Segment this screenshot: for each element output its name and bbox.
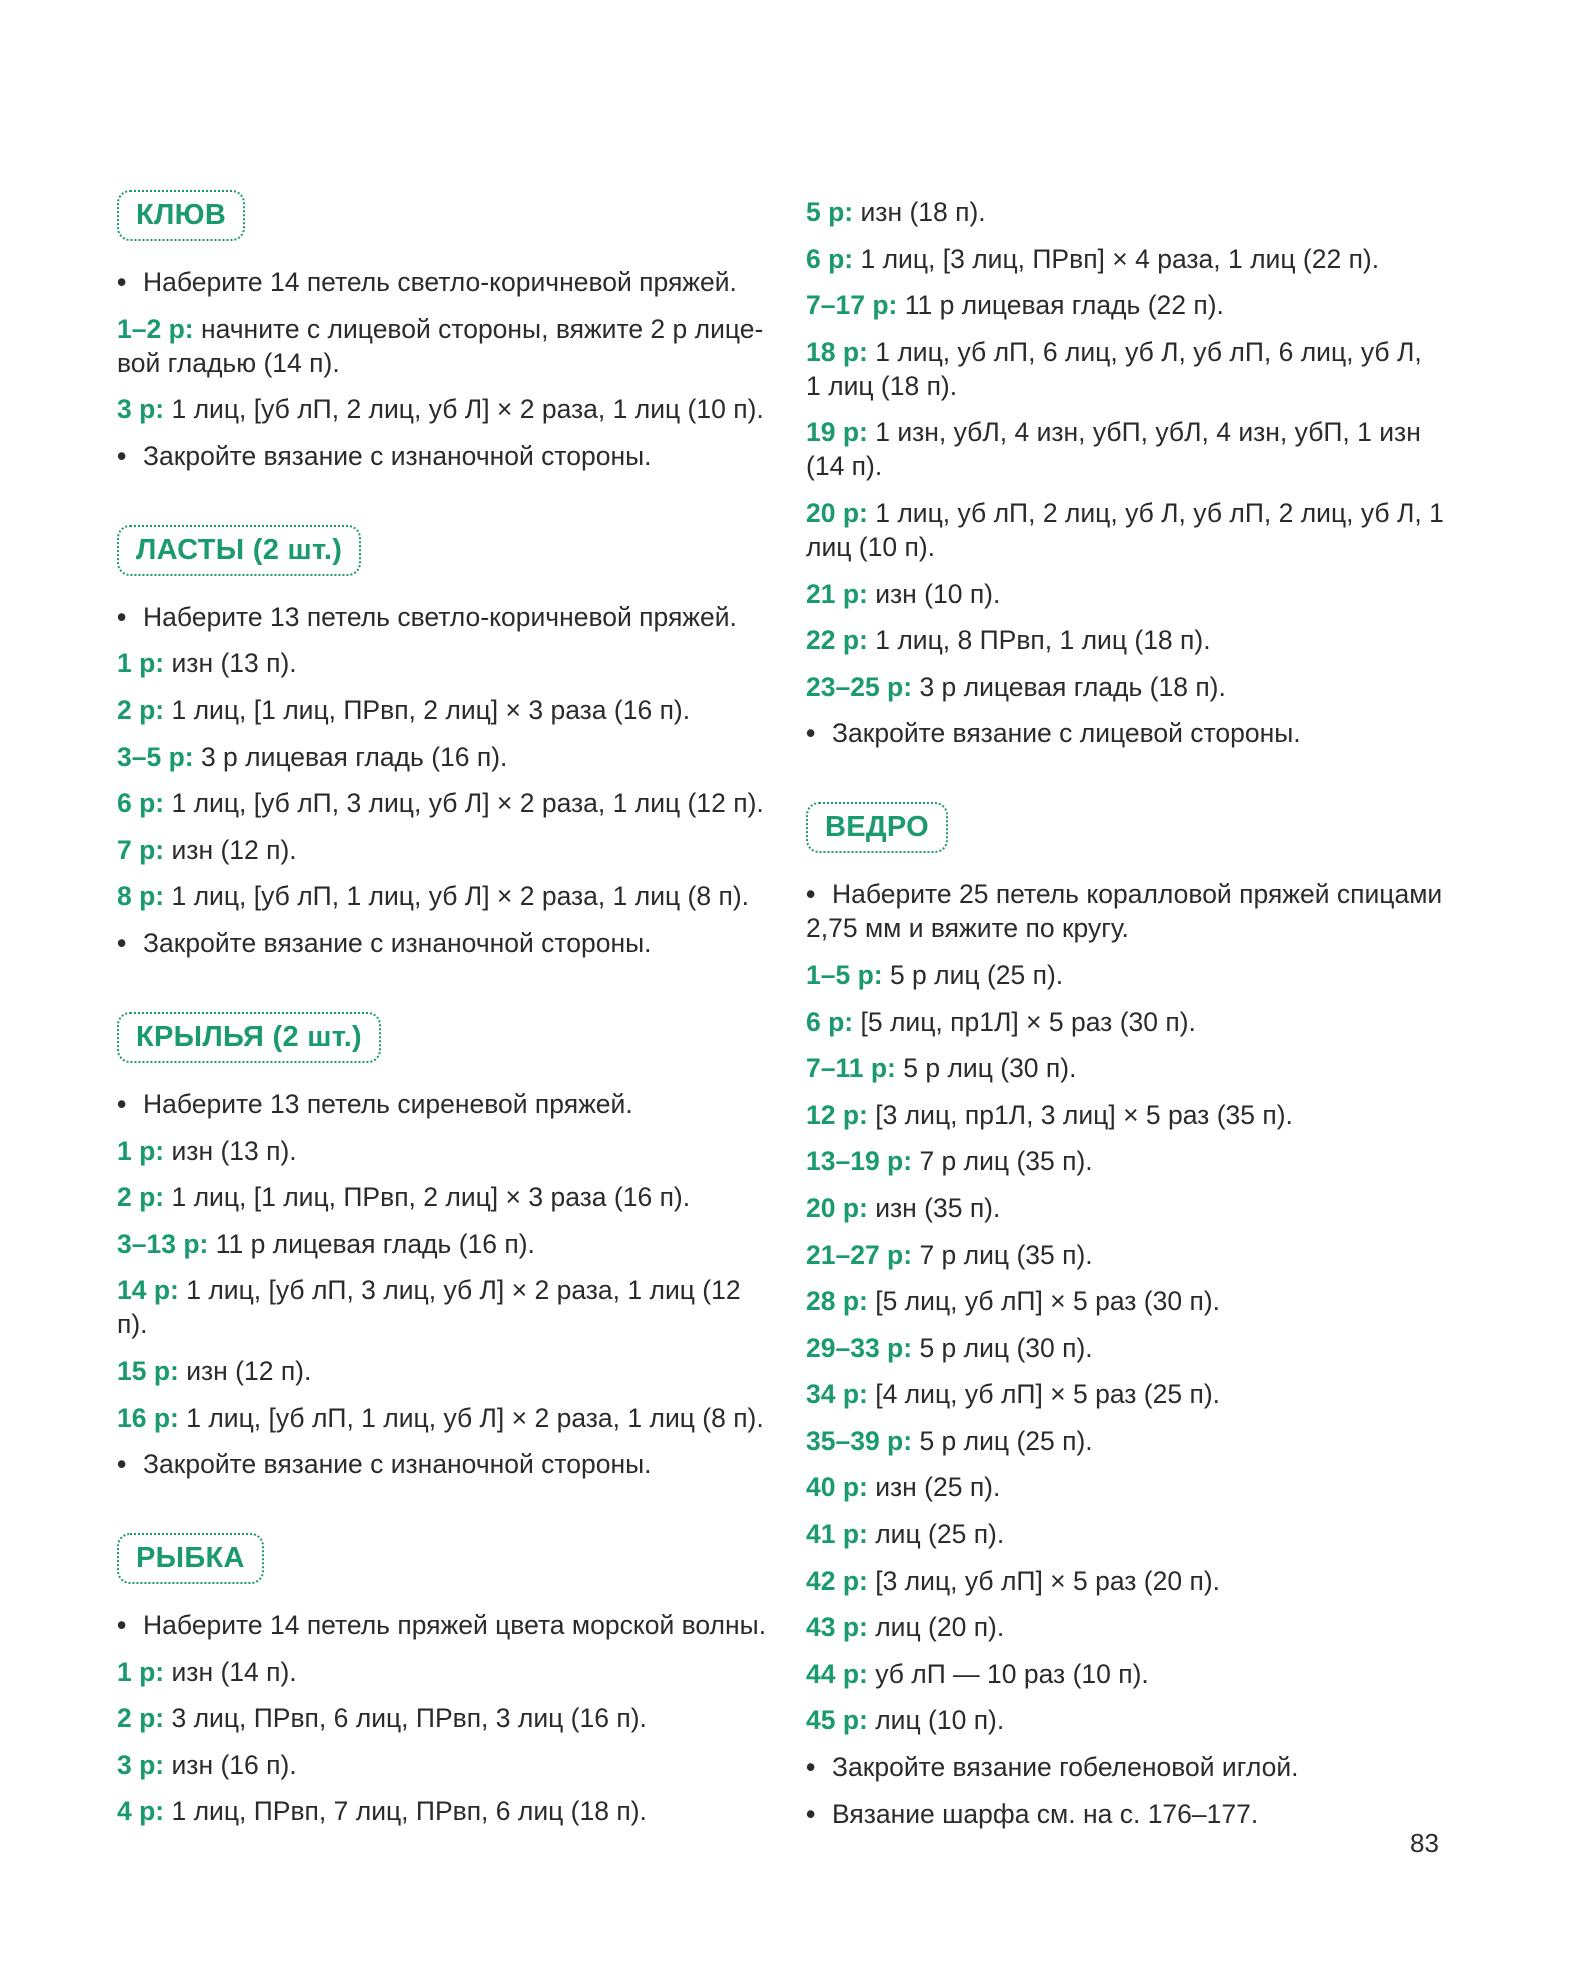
section-title: КЛЮВ [117,190,245,241]
bullet-text: Наберите 13 петель сиреневой пряжей. [143,1088,633,1119]
row-text: изн (12 п). [164,834,297,865]
row-text: [5 лиц, пр1Л] × 5 раз (30 п). [853,1006,1196,1037]
line-text: 2,75 мм и вяжите по кругу. [806,913,1129,944]
row-instruction [806,577,1466,611]
row-label: 1 р: [117,1656,165,1687]
row-instruction [117,1180,767,1214]
row-label: 3–5 р: [117,741,194,772]
bullet-item [117,1608,767,1642]
row-text: 3 р лицевая гладь (18 п). [912,671,1226,702]
bullet-icon: • [806,1752,816,1783]
right-column [806,195,1466,1883]
bullet-icon: • [117,440,127,471]
bullet-text: Наберите 13 петель светло-коричневой пряжей. [143,601,737,632]
bullet-item [117,600,767,634]
bullet-text: Закройте вязание с изнаночной стороны. [143,927,652,958]
row-text: 1 лиц, [уб лП, 1 лиц, уб Л] × 2 раза, 1 лиц (8 п). [178,1402,764,1433]
row-text: изн (25 п). [867,1472,1001,1503]
row-label: 4 р: [117,1796,165,1827]
bullet-icon: • [117,267,127,297]
row-label: 22 р: [806,625,868,656]
row-text: 5 р лиц (30 п). [895,1053,1077,1084]
row-label: 3 р: [117,1749,165,1780]
row-text: 1 лиц, [уб лП, 3 лиц, уб Л] × 2 раза, 1 лиц (12 п). [117,1275,741,1340]
row-instruction [806,1424,1466,1458]
row-instruction [806,1564,1466,1598]
row-instruction [117,1655,767,1689]
row-text: 11 р лицевая гладь (22 п). [897,290,1224,321]
row-text: 5 р лиц (25 п). [882,959,1064,990]
row-instruction [117,1273,767,1341]
row-text: 1 изн, убЛ, 4 изн, убП, убЛ, 4 изн, убП, 1 изн (14 п). [806,417,1421,482]
row-text: изн (10 п). [867,578,1001,609]
row-instruction [806,670,1466,704]
row-instruction [117,1794,767,1828]
row-instruction [806,1470,1466,1504]
row-text: 11 р лицевая гладь (16 п). [208,1228,535,1259]
row-text: лиц (25 п). [867,1519,1005,1550]
row-text: 1 лиц, [3 лиц, ПРвп] × 4 раза, 1 лиц (22 п). [853,243,1380,274]
row-text: изн (18 п). [853,197,986,227]
row-instruction [117,879,767,913]
continuation-line [806,911,1466,945]
row-text: 5 р лиц (30 п). [912,1332,1093,1363]
row-label: 20 р: [806,1192,868,1223]
bullet-icon: • [117,927,127,958]
row-instruction [806,1005,1466,1039]
row-instruction [117,1748,767,1782]
line-text: лиц (10 п). [806,531,936,562]
row-label: 5 р: [806,197,854,227]
row-text: 7 р лиц (35 п). [912,1239,1093,1270]
bullet-text: Закройте вязание с изнаночной стороны. [143,440,652,471]
row-instruction [117,392,767,426]
row-label: 13–19 р: [806,1146,913,1177]
row-text: [3 лиц, уб лП] × 5 раз (20 п). [867,1565,1221,1596]
row-label: 1 р: [117,1135,165,1166]
row-text: [4 лиц, уб лП] × 5 раз (25 п). [867,1379,1221,1410]
row-instruction [117,786,767,820]
row-text: уб лП — 10 раз (10 п). [867,1658,1149,1689]
row-label: 44 р: [806,1658,868,1689]
bullet-item [117,926,767,960]
line-text: 1 лиц (18 п). [806,370,958,401]
row-label: 6 р: [806,243,854,274]
row-instruction [117,833,767,867]
row-instruction [806,1657,1466,1691]
row-text: изн (13 п). [164,1135,297,1166]
row-label: 21 р: [806,578,868,609]
bullet-item [117,265,767,299]
row-text: изн (35 п). [867,1192,1001,1223]
row-label: 19 р: [806,417,868,448]
row-label: 7–17 р: [806,290,898,321]
row-text: 1 лиц, [1 лиц, ПРвп, 2 лиц] × 3 раза (16 п). [164,1182,691,1213]
row-instruction [806,195,1466,229]
bullet-item [117,1447,767,1481]
row-text: начните с лицевой стороны, вяжите 2 р лице- [193,313,764,344]
row-label: 23–25 р: [806,671,913,702]
row-instruction [806,335,1466,369]
row-instruction [806,415,1466,483]
pattern-section [806,195,1466,750]
row-instruction [117,646,767,680]
continuation-line [806,369,1466,403]
bullet-text: Закройте вязание с изнаночной стороны. [143,1449,652,1480]
row-label: 2 р: [117,1703,165,1734]
row-instruction [117,693,767,727]
bullet-icon: • [117,1449,127,1480]
bullet-icon: • [117,601,127,632]
section-title: РЫБКА [117,1533,264,1584]
row-text: 1 лиц, ПРвп, 7 лиц, ПРвп, 6 лиц (18 п). [164,1796,647,1827]
row-text: 5 р лиц (25 п). [912,1425,1093,1456]
section-title: ЛАСТЫ (2 шт.) [117,525,361,576]
row-text: лиц (20 п). [867,1612,1005,1643]
row-instruction [806,1377,1466,1411]
row-instruction [806,1191,1466,1225]
bullet-item [806,716,1466,750]
bullet-item [806,1797,1466,1831]
row-text: 1 лиц, [уб лП, 1 лиц, уб Л] × 2 раза, 1 лиц (8 п). [164,881,750,912]
bullet-icon: • [117,1610,127,1641]
bullet-item [806,877,1466,911]
row-instruction [117,1134,767,1168]
row-label: 1–5 р: [806,959,883,990]
row-text: 1 лиц, [1 лиц, ПРвп, 2 лиц] × 3 раза (16 п). [164,694,691,725]
row-label: 3–13 р: [117,1228,209,1259]
bullet-icon: • [806,1798,816,1829]
row-label: 21–27 р: [806,1239,913,1270]
row-label: 14 р: [117,1275,179,1306]
pattern-section [806,802,1466,1830]
row-instruction [117,312,767,346]
row-text: изн (12 п). [178,1355,312,1386]
continuation-line [117,346,767,380]
row-label: 2 р: [117,694,165,725]
pattern-section [117,525,767,960]
bullet-icon: • [117,1088,127,1119]
row-text: изн (14 п). [164,1656,297,1687]
row-instruction [806,1331,1466,1365]
row-text: 1 лиц, [уб лП, 3 лиц, уб Л] × 2 раза, 1 лиц (12 п). [164,788,764,819]
row-label: 42 р: [806,1565,868,1596]
row-label: 8 р: [117,881,165,912]
row-label: 6 р: [117,788,165,819]
bullet-item [117,1087,767,1121]
row-label: 2 р: [117,1182,165,1213]
row-label: 1–2 р: [117,313,194,344]
row-instruction [117,1401,767,1435]
section-title: КРЫЛЬЯ (2 шт.) [117,1012,381,1063]
row-instruction [117,740,767,774]
row-label: 34 р: [806,1379,868,1410]
bullet-item [806,1750,1466,1784]
row-text: 3 лиц, ПРвп, 6 лиц, ПРвп, 3 лиц (16 п). [164,1703,647,1734]
row-text: 1 лиц, 8 ПРвп, 1 лиц (18 п). [867,625,1211,656]
row-label: 15 р: [117,1355,179,1386]
row-instruction [806,288,1466,322]
row-label: 16 р: [117,1402,179,1433]
pattern-section [117,1533,767,1828]
continuation-line [806,530,1466,564]
row-instruction [806,1284,1466,1318]
row-instruction [806,242,1466,276]
row-label: 40 р: [806,1472,868,1503]
row-instruction [806,623,1466,657]
row-label: 43 р: [806,1612,868,1643]
row-label: 41 р: [806,1519,868,1550]
line-text: вой гладью (14 п). [117,347,340,378]
row-label: 28 р: [806,1286,868,1317]
row-text: изн (16 п). [164,1749,297,1780]
bullet-text: Наберите 25 петель коралловой пряжей спицами [832,879,1443,910]
row-label: 6 р: [806,1006,854,1037]
row-label: 7–11 р: [806,1053,896,1084]
row-instruction [806,1610,1466,1644]
bullet-icon: • [806,879,816,910]
row-label: 7 р: [117,834,165,865]
pattern-section [117,1012,767,1481]
page-number: 83 [1410,1828,1439,1858]
bullet-text: Вязание шарфа см. на с. 176–177. [832,1798,1259,1829]
row-label: 29–33 р: [806,1332,913,1363]
row-label: 45 р: [806,1705,868,1736]
bullet-icon: • [806,718,816,749]
section-title: ВЕДРО [806,802,948,853]
row-text: [3 лиц, пр1Л, 3 лиц] × 5 раз (35 п). [867,1099,1293,1130]
row-label: 1 р: [117,648,165,679]
row-text: 3 р лицевая гладь (16 п). [193,741,508,772]
row-label: 12 р: [806,1099,868,1130]
row-text: 7 р лиц (35 п). [912,1146,1093,1177]
pattern-section [117,190,767,473]
row-label: 3 р: [117,394,165,425]
bullet-text: Закройте вязание с лицевой стороны. [832,718,1301,749]
row-label: 20 р: [806,497,868,528]
left-column [117,190,767,1880]
row-instruction [806,496,1466,530]
row-text: 1 лиц, уб лП, 6 лиц, уб Л, уб лП, 6 лиц, уб Л, [867,336,1422,367]
row-instruction [117,1227,767,1261]
row-instruction [117,1354,767,1388]
bullet-text: Закройте вязание гобеленовой иглой. [832,1752,1299,1783]
row-instruction [806,1703,1466,1737]
row-text: 1 лиц, уб лП, 2 лиц, уб Л, уб лП, 2 лиц, уб Л, 1 [867,497,1444,528]
row-text: лиц (10 п). [867,1705,1005,1736]
row-instruction [806,958,1466,992]
row-text: 1 лиц, [уб лП, 2 лиц, уб Л] × 2 раза, 1 лиц (10 п). [164,394,764,425]
row-label: 35–39 р: [806,1425,913,1456]
bullet-text: Наберите 14 петель пряжей цвета морской волны. [143,1610,767,1641]
row-text: [5 лиц, уб лП] × 5 раз (30 п). [867,1286,1221,1317]
row-text: изн (13 п). [164,648,297,679]
row-instruction [806,1144,1466,1178]
row-label: 18 р: [806,336,868,367]
bullet-item [117,439,767,473]
row-instruction [806,1098,1466,1132]
row-instruction [117,1701,767,1735]
row-instruction [806,1517,1466,1551]
row-instruction [806,1051,1466,1085]
bullet-text: Наберите 14 петель светло-коричневой пряжей. [143,267,737,297]
row-instruction [806,1238,1466,1272]
